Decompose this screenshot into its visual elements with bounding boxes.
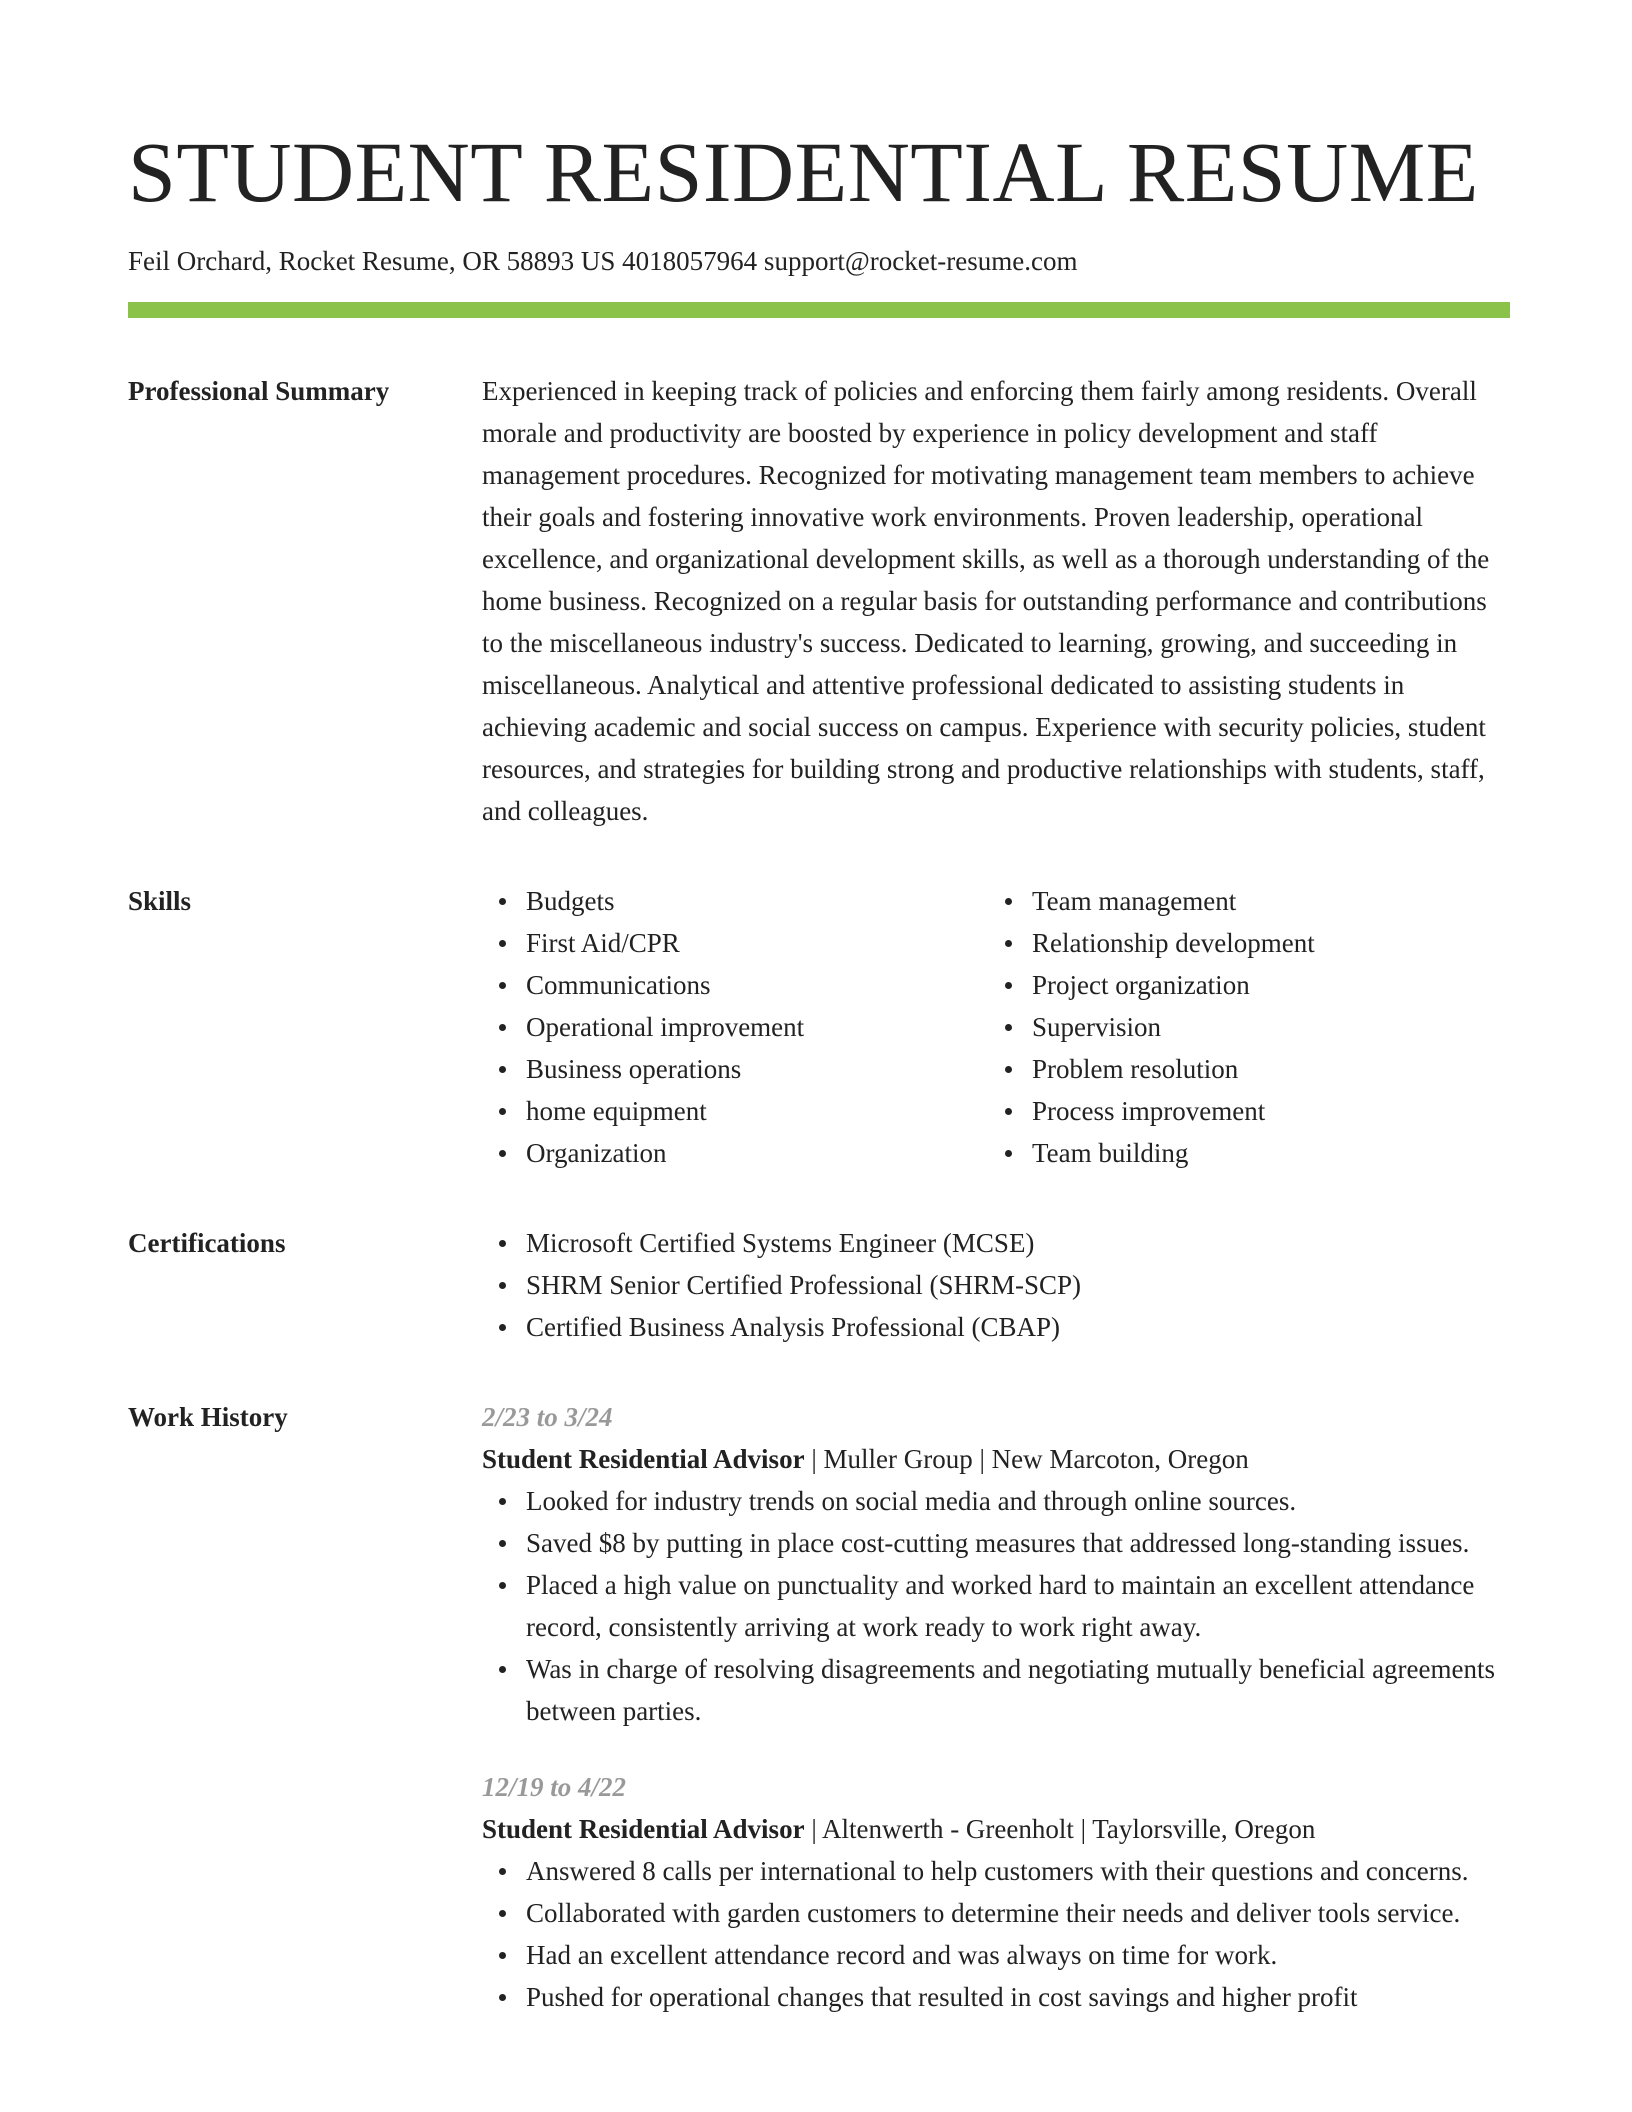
skill-item: Operational improvement [526,1006,988,1048]
resume-title: STUDENT RESIDENTIAL RESUME [128,124,1479,220]
section-body-certifications [482,1222,1510,1348]
skill-item: home equipment [526,1090,988,1132]
skill-item: Organization [526,1132,988,1174]
skills-columns [482,880,1510,1174]
skills-column-right [988,880,1494,1174]
skill-item: Relationship development [1032,922,1494,964]
skills-column-left [482,880,988,1174]
skill-item: Budgets [526,880,988,922]
skill-item: Process improvement [1032,1090,1494,1132]
resume-page [128,0,1510,2052]
section-label-work-history: Work History [128,1402,288,1432]
certification-item: SHRM Senior Certified Professional (SHRM-SCP) [526,1264,1510,1306]
job-entry [482,1396,1510,1732]
section-body-summary [482,370,1510,832]
job-bullet: Looked for industry trends on social media and through online sources. [526,1480,1510,1522]
job-bullet: Answered 8 calls per international to help customers with their questions and concerns. [526,1850,1510,1892]
section-label-certifications: Certifications [128,1228,286,1258]
job-heading [482,1438,1510,1480]
job-details: | Muller Group | New Marcoton, Oregon [804,1444,1249,1474]
job-title: Student Residential Advisor [482,1444,805,1474]
job-dates: 2/23 to 3/24 [482,1402,613,1432]
section-work-history [128,1396,1510,2052]
section-certifications [128,1222,1510,1348]
job-bullet: Collaborated with garden customers to determine their needs and deliver tools service. [526,1892,1510,1934]
section-professional-summary [128,370,1510,832]
job-bullets [482,1480,1510,1732]
job-details: | Altenwerth - Greenholt | Taylorsville, Oregon [804,1814,1316,1844]
job-bullets [482,1850,1510,2018]
job-heading [482,1808,1510,1850]
skill-item: Supervision [1032,1006,1494,1048]
accent-divider [128,302,1510,318]
job-bullet: Was in charge of resolving disagreements and negotiating mutually beneficial agreements between parties. [526,1648,1510,1732]
section-skills [128,880,1510,1174]
certifications-list [482,1222,1510,1348]
certification-item: Microsoft Certified Systems Engineer (MCSE) [526,1222,1510,1264]
skill-item: Communications [526,964,988,1006]
skill-item: Project organization [1032,964,1494,1006]
job-title: Student Residential Advisor [482,1814,805,1844]
section-label-summary: Professional Summary [128,376,390,406]
job-entry [482,1766,1510,2018]
job-bullet: Had an excellent attendance record and was always on time for work. [526,1934,1510,1976]
job-bullet: Saved $8 by putting in place cost-cutting measures that addressed long-standing issues. [526,1522,1510,1564]
skill-item: Problem resolution [1032,1048,1494,1090]
section-body-work-history [482,1396,1510,2052]
skills-list-left [482,880,988,1174]
skill-item: First Aid/CPR [526,922,988,964]
job-dates: 12/19 to 4/22 [482,1772,627,1802]
skill-item: Team management [1032,880,1494,922]
section-label-skills: Skills [128,886,192,916]
skill-item: Team building [1032,1132,1494,1174]
certification-item: Certified Business Analysis Professional (CBAP) [526,1306,1510,1348]
skill-item: Business operations [526,1048,988,1090]
summary-text: Experienced in keeping track of policies and enforcing them fairly among residents. Overall morale and productivity are boosted by experience in policy development and staff management procedures. Recognized for motivating management team members to achieve their goals and fostering innovative work environments. Proven leadership, operational excellence, and organizational development skills, as well as a thorough understanding of the home business. Recognized on a regular basis for outstanding performance and contributions to the miscellaneous industry's success. Dedicated to learning, growing, and succeeding in miscellaneous. Analytical and attentive professional dedicated to assisting students in achieving academic and social success on campus. Experience with security policies, student resources, and strategies for building strong and productive relationships with students, staff, and colleagues. [482,376,1490,826]
job-bullet: Pushed for operational changes that resulted in cost savings and higher profit [526,1976,1510,2018]
job-bullet: Placed a high value on punctuality and worked hard to maintain an excellent attendance record, consistently arriving at work ready to work right away. [526,1564,1510,1648]
contact-line: Feil Orchard, Rocket Resume, OR 58893 US 4018057964 support@rocket-resume.com [128,246,1078,276]
skills-list-right [988,880,1494,1174]
